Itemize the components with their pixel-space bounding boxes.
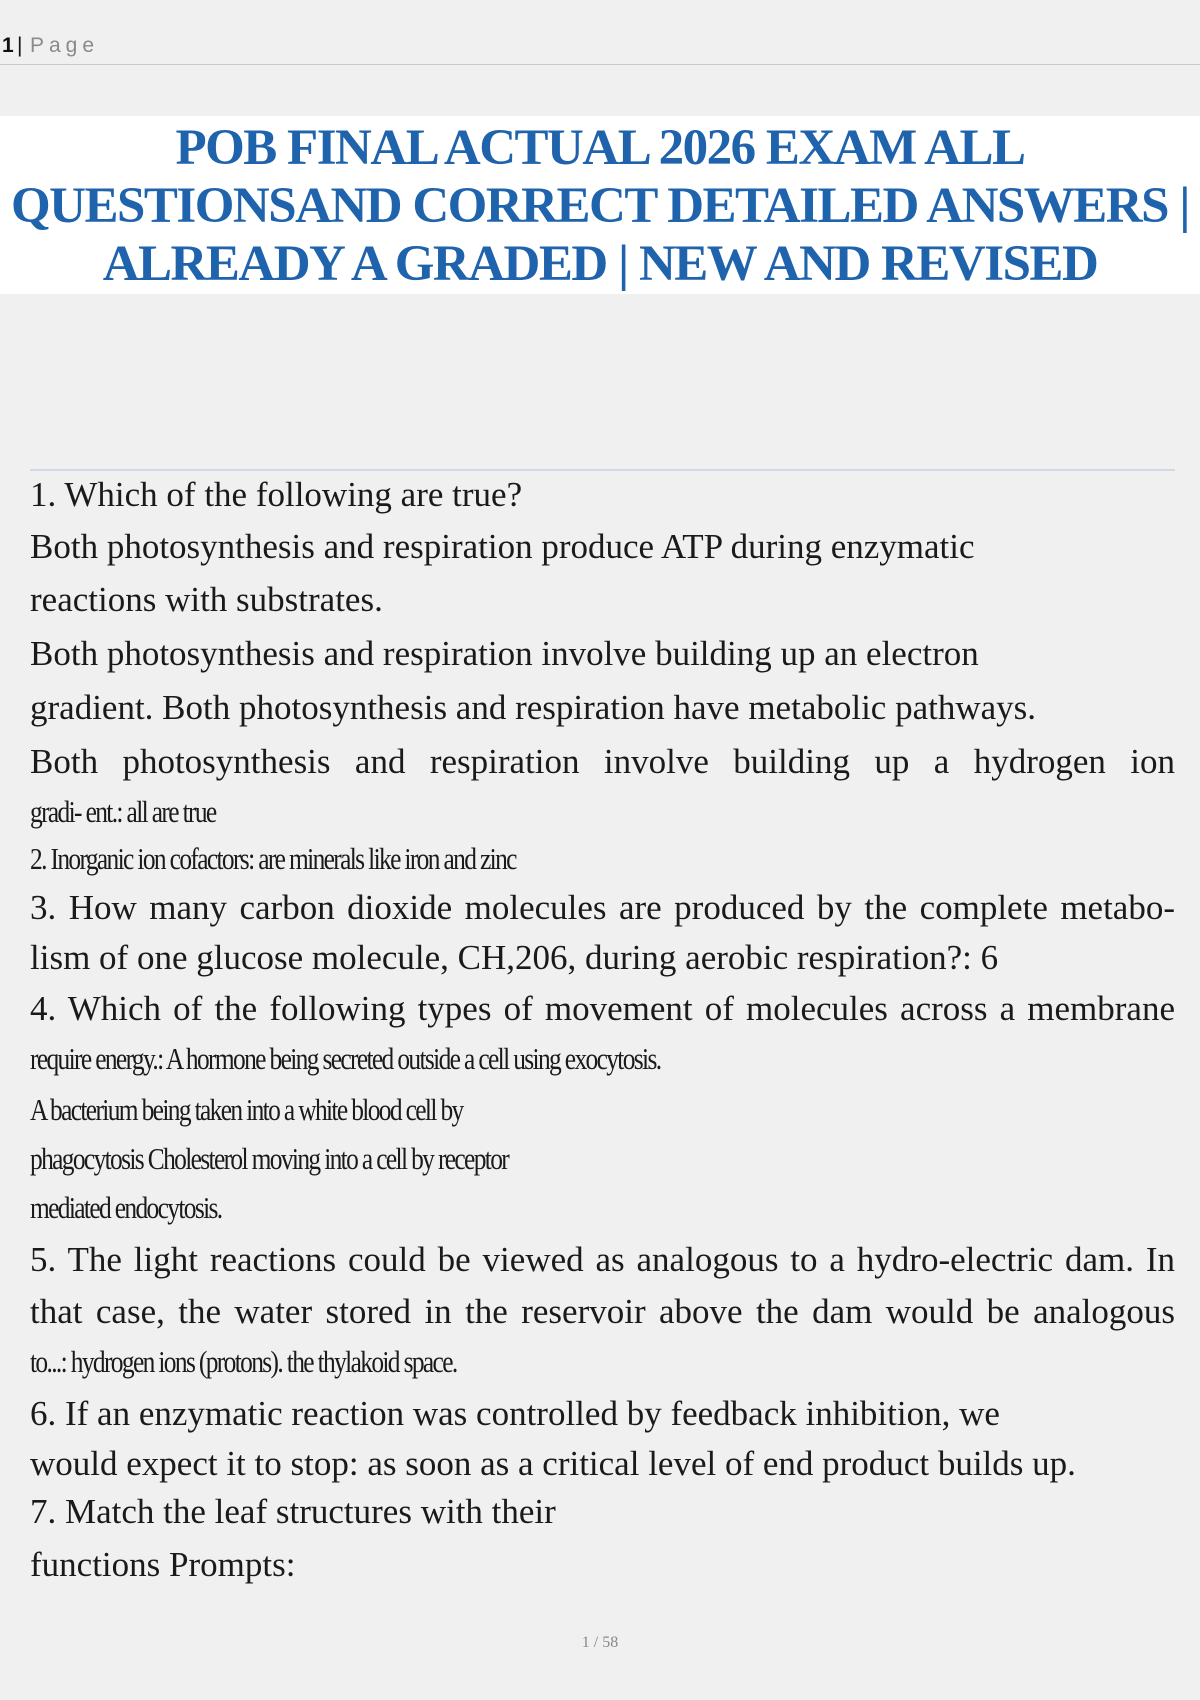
page-separator: | bbox=[17, 34, 23, 57]
question-4-answer-line: mediated endocytosis. bbox=[30, 1190, 222, 1225]
question-5-answer-line: to...: hydrogen ions (protons). the thylakoid space. bbox=[30, 1344, 457, 1379]
question-4-answer-line: phagocytosis Cholesterol moving into a cell by receptor bbox=[30, 1141, 509, 1176]
page-number: 1 bbox=[2, 34, 14, 57]
question-3-prompt: 3. How many carbon dioxide molecules are produced by the complete metabo- bbox=[30, 888, 1175, 927]
question-1-answer-line: gradient. Both photosynthesis and respiration have metabolic pathways. bbox=[30, 688, 1037, 727]
page-indicator: 1 / 58 bbox=[581, 1634, 619, 1651]
question-1-answer-line: Both photosynthesis and respiration produce ATP during enzymatic bbox=[30, 527, 975, 566]
section-divider bbox=[30, 469, 1175, 471]
question-5-prompt: that case, the water stored in the reservoir above the dam would be analogous bbox=[30, 1292, 1175, 1331]
title-line-1: POB FINAL ACTUAL 2026 EXAM ALL bbox=[175, 120, 1025, 176]
question-6-answer-line: would expect it to stop: as soon as a critical level of end product builds up. bbox=[30, 1444, 1076, 1483]
question-4-prompt: 4. Which of the following types of movement of molecules across a membrane bbox=[30, 989, 1175, 1028]
title-line-2: QUESTIONSAND CORRECT DETAILED ANSWERS | bbox=[11, 178, 1189, 234]
question-1-answer-line: Both photosynthesis and respiration involve building up a hydrogen ion bbox=[30, 742, 1175, 781]
question-4-answer-line: require energy.: A hormone being secreted outside a cell using exocytosis. bbox=[30, 1041, 661, 1076]
question-1-answer-line: gradi- ent.: all are true bbox=[30, 794, 216, 829]
question-5-prompt: 5. The light reactions could be viewed as analogous to a hydro-electric dam. In bbox=[30, 1240, 1175, 1279]
page-label: Page bbox=[30, 34, 100, 57]
document-title bbox=[0, 116, 1200, 294]
question-1-answer-line: Both photosynthesis and respiration involve building up an electron bbox=[30, 634, 979, 673]
page-header bbox=[0, 34, 1200, 65]
question-2: 2. Inorganic ion cofactors: are minerals like iron and zinc bbox=[30, 841, 516, 876]
question-6-prompt: 6. If an enzymatic reaction was controlled by feedback inhibition, we bbox=[30, 1394, 1000, 1433]
question-7-prompt: functions Prompts: bbox=[30, 1545, 296, 1584]
question-4-answer-line: A bacterium being taken into a white blood cell by bbox=[30, 1092, 463, 1127]
question-7-prompt: 7. Match the leaf structures with their bbox=[30, 1492, 556, 1531]
question-1-answer-line: reactions with substrates. bbox=[30, 580, 383, 619]
question-1-prompt: 1. Which of the following are true? bbox=[30, 475, 523, 514]
title-line-3: ALREADY A GRADED | NEW AND REVISED bbox=[102, 236, 1098, 292]
question-3-answer-line: lism of one glucose molecule, CH,206, during aerobic respiration?: 6 bbox=[30, 938, 999, 977]
